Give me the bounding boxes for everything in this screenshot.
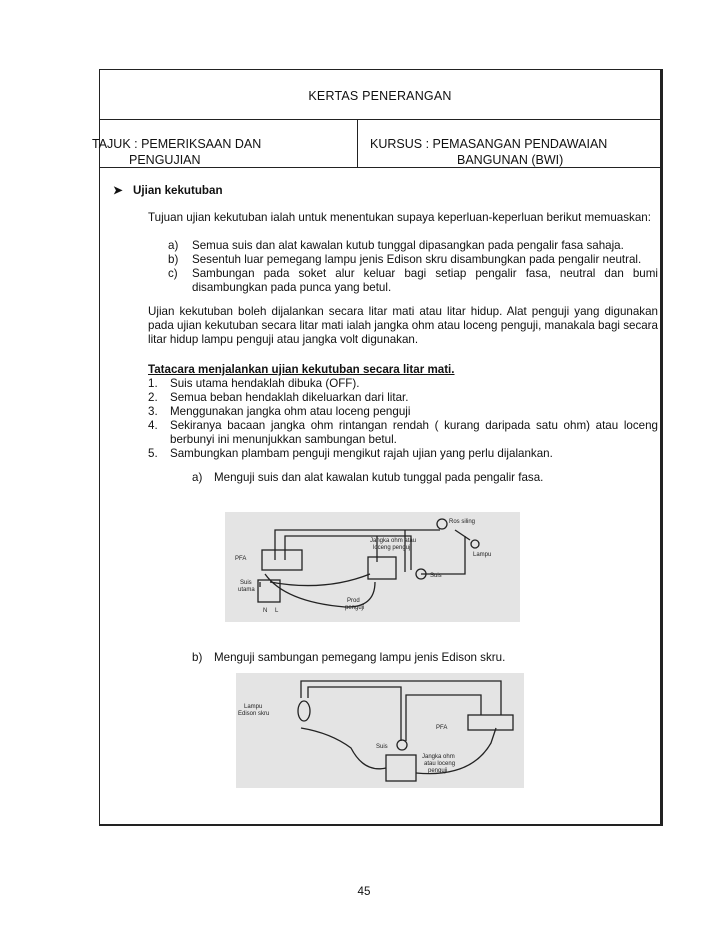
list-item: 1. Suis utama hendaklah dibuka (OFF). — [148, 377, 360, 390]
label-suis-b: Suis — [376, 744, 388, 750]
label-l: L — [275, 608, 279, 614]
label-jangka-b-2: atau loceng — [424, 761, 456, 767]
list-item: 4. Sekiranya bacaan jangka ohm rintangan rendah ( kurang daripada satu ohm) atau loceng berbunyi ini menunjukkan sambungan betul. — [148, 419, 658, 446]
page-number: 45 — [357, 885, 371, 898]
figure-a-diagram — [225, 512, 520, 622]
list-item: b) Sesentuh luar pemegang lampu jenis Edison skru disambungkan pada pengalir neutral. — [168, 253, 642, 266]
sub-item-a: a) Menguji suis dan alat kawalan kutub tunggal pada pengalir fasa. — [192, 471, 544, 484]
kursus-line2: BANGUNAN (BWI) — [457, 153, 564, 167]
list-item: 2. Semua beban hendaklah dikeluarkan dari litar. — [148, 391, 409, 404]
figure-b-diagram — [236, 673, 524, 788]
label-prod-1: Prod — [347, 598, 360, 604]
tajuk-line1: TAJUK : PEMERIKSAAN DAN — [92, 137, 262, 151]
page-title: KERTAS PENERANGAN — [308, 89, 452, 103]
header-title-row — [100, 70, 660, 120]
arrow-bullet-icon: ➤ — [113, 184, 123, 197]
label-jangka-b-1: Jangka ohm — [422, 754, 455, 760]
sub-item-b: b) Menguji sambungan pemegang lampu jenis Edison skru. — [192, 651, 506, 664]
intro-paragraph: Tujuan ujian kekutuban ialah untuk menentukan supaya keperluan-keperluan berikut memuaskan: — [148, 211, 651, 224]
header-info-row — [92, 119, 660, 168]
label-suis: Suis — [430, 573, 442, 579]
label-prod-2: penguji — [345, 605, 365, 611]
kursus-line1: KURSUS : PEMASANGAN PENDAWAIAN — [370, 137, 608, 151]
kursus-field — [370, 136, 660, 168]
label-lampu-edison-1: Lampu — [244, 704, 263, 710]
list-item: 3. Menggunakan jangka ohm atau loceng penguji — [148, 405, 411, 418]
list-item: 5. Sambungkan plambam penguji mengikut rajah ujian yang perlu dijalankan. — [148, 447, 553, 460]
label-jangka-2: loceng penguji — [373, 545, 412, 551]
section-heading — [113, 183, 223, 197]
procedure-list — [148, 363, 658, 461]
tajuk-line2: PENGUJIAN — [129, 153, 201, 167]
label-suis-utama-2: utama — [238, 587, 255, 593]
label-pfa: PFA — [235, 556, 247, 562]
list-item: c) Sambungan pada soket alur keluar bagi setiap pengalir fasa, neutral dan bumi disambungkan pada punca yang betul. — [168, 267, 658, 294]
label-jangka-1: Jangka ohm atau — [370, 538, 417, 544]
label-n: N — [263, 608, 268, 614]
header-divider — [357, 119, 358, 167]
label-pfa-b: PFA — [436, 725, 448, 731]
method-paragraph: Ujian kekutuban boleh dijalankan secara litar mati atau litar hidup. Alat penguji yang digunakan pada ujian kekutuban secara litar mati ialah jangka ohm atau loceng penguji, manakala bagi secara litar hidup lampu penguji atau jangka volt digunakan. — [148, 305, 658, 346]
label-suis-utama-1: Suis — [240, 580, 252, 586]
label-lampu: Lampu — [473, 552, 492, 558]
label-ros-siling: Ros siling — [449, 519, 476, 525]
label-lampu-edison-2: Edison skru — [238, 711, 270, 717]
list-item: a) Semua suis dan alat kawalan kutub tunggal dipasangkan pada pengalir fasa sahaja. — [168, 239, 624, 252]
label-jangka-b-3: penguji — [428, 768, 448, 774]
procedure-title: Tatacara menjalankan ujian kekutuban secara litar mati. — [148, 363, 455, 376]
section-heading-text: Ujian kekutuban — [133, 184, 223, 197]
requirements-list — [168, 239, 658, 295]
tajuk-field — [92, 136, 342, 168]
